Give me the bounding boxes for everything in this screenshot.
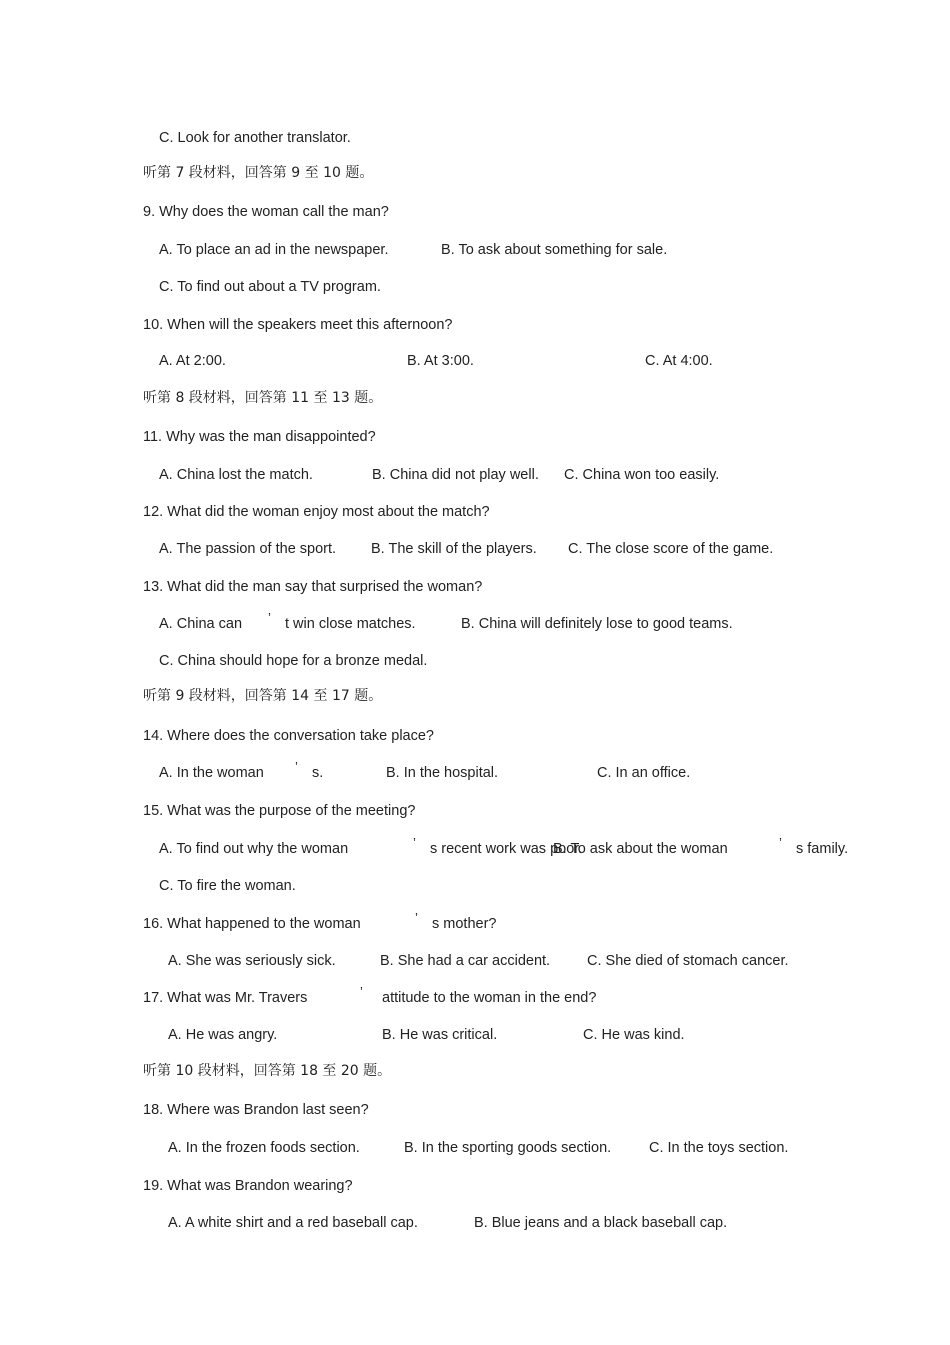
option-b-q18: B. In the sporting goods section. [404, 1140, 612, 1156]
option-b-q10: B. At 3:00. [407, 353, 474, 369]
option-c-q14: C. In an office. [597, 765, 691, 781]
option-b-q17: B. He was critical. [382, 1027, 498, 1043]
question-10: 10. When will the speakers meet this afternoon? [143, 317, 453, 333]
option-b-q9: B. To ask about something for sale. [441, 242, 668, 258]
option-a-q13-part2: t win close matches. [285, 616, 416, 632]
option-c-q9: C. To find out about a TV program. [159, 279, 381, 295]
option-a-q19: A. A white shirt and a red baseball cap. [168, 1215, 418, 1231]
section-header-7: 听第 7 段材料，回答第 9 至 10 题。 [143, 165, 374, 181]
question-14: 14. Where does the conversation take place? [143, 728, 434, 744]
option-a-q16: A. She was seriously sick. [168, 953, 336, 969]
option-b-q15-part1: B. To ask about the woman [553, 841, 728, 857]
option-c-q10: C. At 4:00. [645, 353, 713, 369]
option-a-q18: A. In the frozen foods section. [168, 1140, 360, 1156]
question-11: 11. Why was the man disappointed? [143, 429, 376, 445]
question-16-part1: 16. What happened to the woman [143, 916, 361, 932]
question-19: 19. What was Brandon wearing? [143, 1178, 353, 1194]
option-a-q17: A. He was angry. [168, 1027, 278, 1043]
question-18: 18. Where was Brandon last seen? [143, 1102, 369, 1118]
apostrophe: ’ [360, 984, 363, 999]
option-a-q14-part2: s. [312, 765, 324, 781]
option-b-q11: B. China did not play well. [372, 467, 539, 483]
option-c-q11: C. China won too easily. [564, 467, 720, 483]
option-b-q15-part2: s family. [796, 841, 849, 857]
section-header-8: 听第 8 段材料，回答第 11 至 13 题。 [143, 390, 383, 406]
apostrophe: ’ [415, 910, 418, 925]
option-b-q12: B. The skill of the players. [371, 541, 537, 557]
apostrophe: ’ [779, 835, 782, 850]
option-c-q18: C. In the toys section. [649, 1140, 789, 1156]
option-a-q15-part2: s recent work was poor. [430, 841, 583, 857]
option-c-q17: C. He was kind. [583, 1027, 685, 1043]
question-16-part2: s mother? [432, 916, 497, 932]
section-header-9: 听第 9 段材料，回答第 14 至 17 题。 [143, 688, 383, 704]
option-c-q12: C. The close score of the game. [568, 541, 774, 557]
option-a-q14-part1: A. In the woman [159, 765, 264, 781]
option-c-q8: C. Look for another translator. [159, 130, 351, 146]
option-b-q13: B. China will definitely lose to good teams. [461, 616, 733, 632]
option-b-q16: B. She had a car accident. [380, 953, 551, 969]
question-9: 9. Why does the woman call the man? [143, 204, 389, 220]
option-a-q11: A. China lost the match. [159, 467, 313, 483]
question-13: 13. What did the man say that surprised the woman? [143, 579, 483, 595]
option-a-q15-part1: A. To find out why the woman [159, 841, 349, 857]
option-b-q19: B. Blue jeans and a black baseball cap. [474, 1215, 728, 1231]
question-12: 12. What did the woman enjoy most about the match? [143, 504, 490, 520]
question-17-part2: attitude to the woman in the end? [382, 990, 597, 1006]
question-15: 15. What was the purpose of the meeting? [143, 803, 416, 819]
apostrophe: ’ [413, 835, 416, 850]
option-b-q14: B. In the hospital. [386, 765, 499, 781]
option-c-q13: C. China should hope for a bronze medal. [159, 653, 428, 669]
section-header-10: 听第 10 段材料，回答第 18 至 20 题。 [143, 1063, 392, 1079]
option-a-q9: A. To place an ad in the newspaper. [159, 242, 389, 258]
question-17-part1: 17. What was Mr. Travers [143, 990, 308, 1006]
apostrophe: ’ [295, 759, 298, 774]
apostrophe: ’ [268, 610, 271, 625]
option-a-q12: A. The passion of the sport. [159, 541, 337, 557]
option-c-q16: C. She died of stomach cancer. [587, 953, 789, 969]
option-a-q10: A. At 2:00. [159, 353, 226, 369]
option-c-q15: C. To fire the woman. [159, 878, 296, 894]
option-a-q13-part1: A. China can [159, 616, 243, 632]
